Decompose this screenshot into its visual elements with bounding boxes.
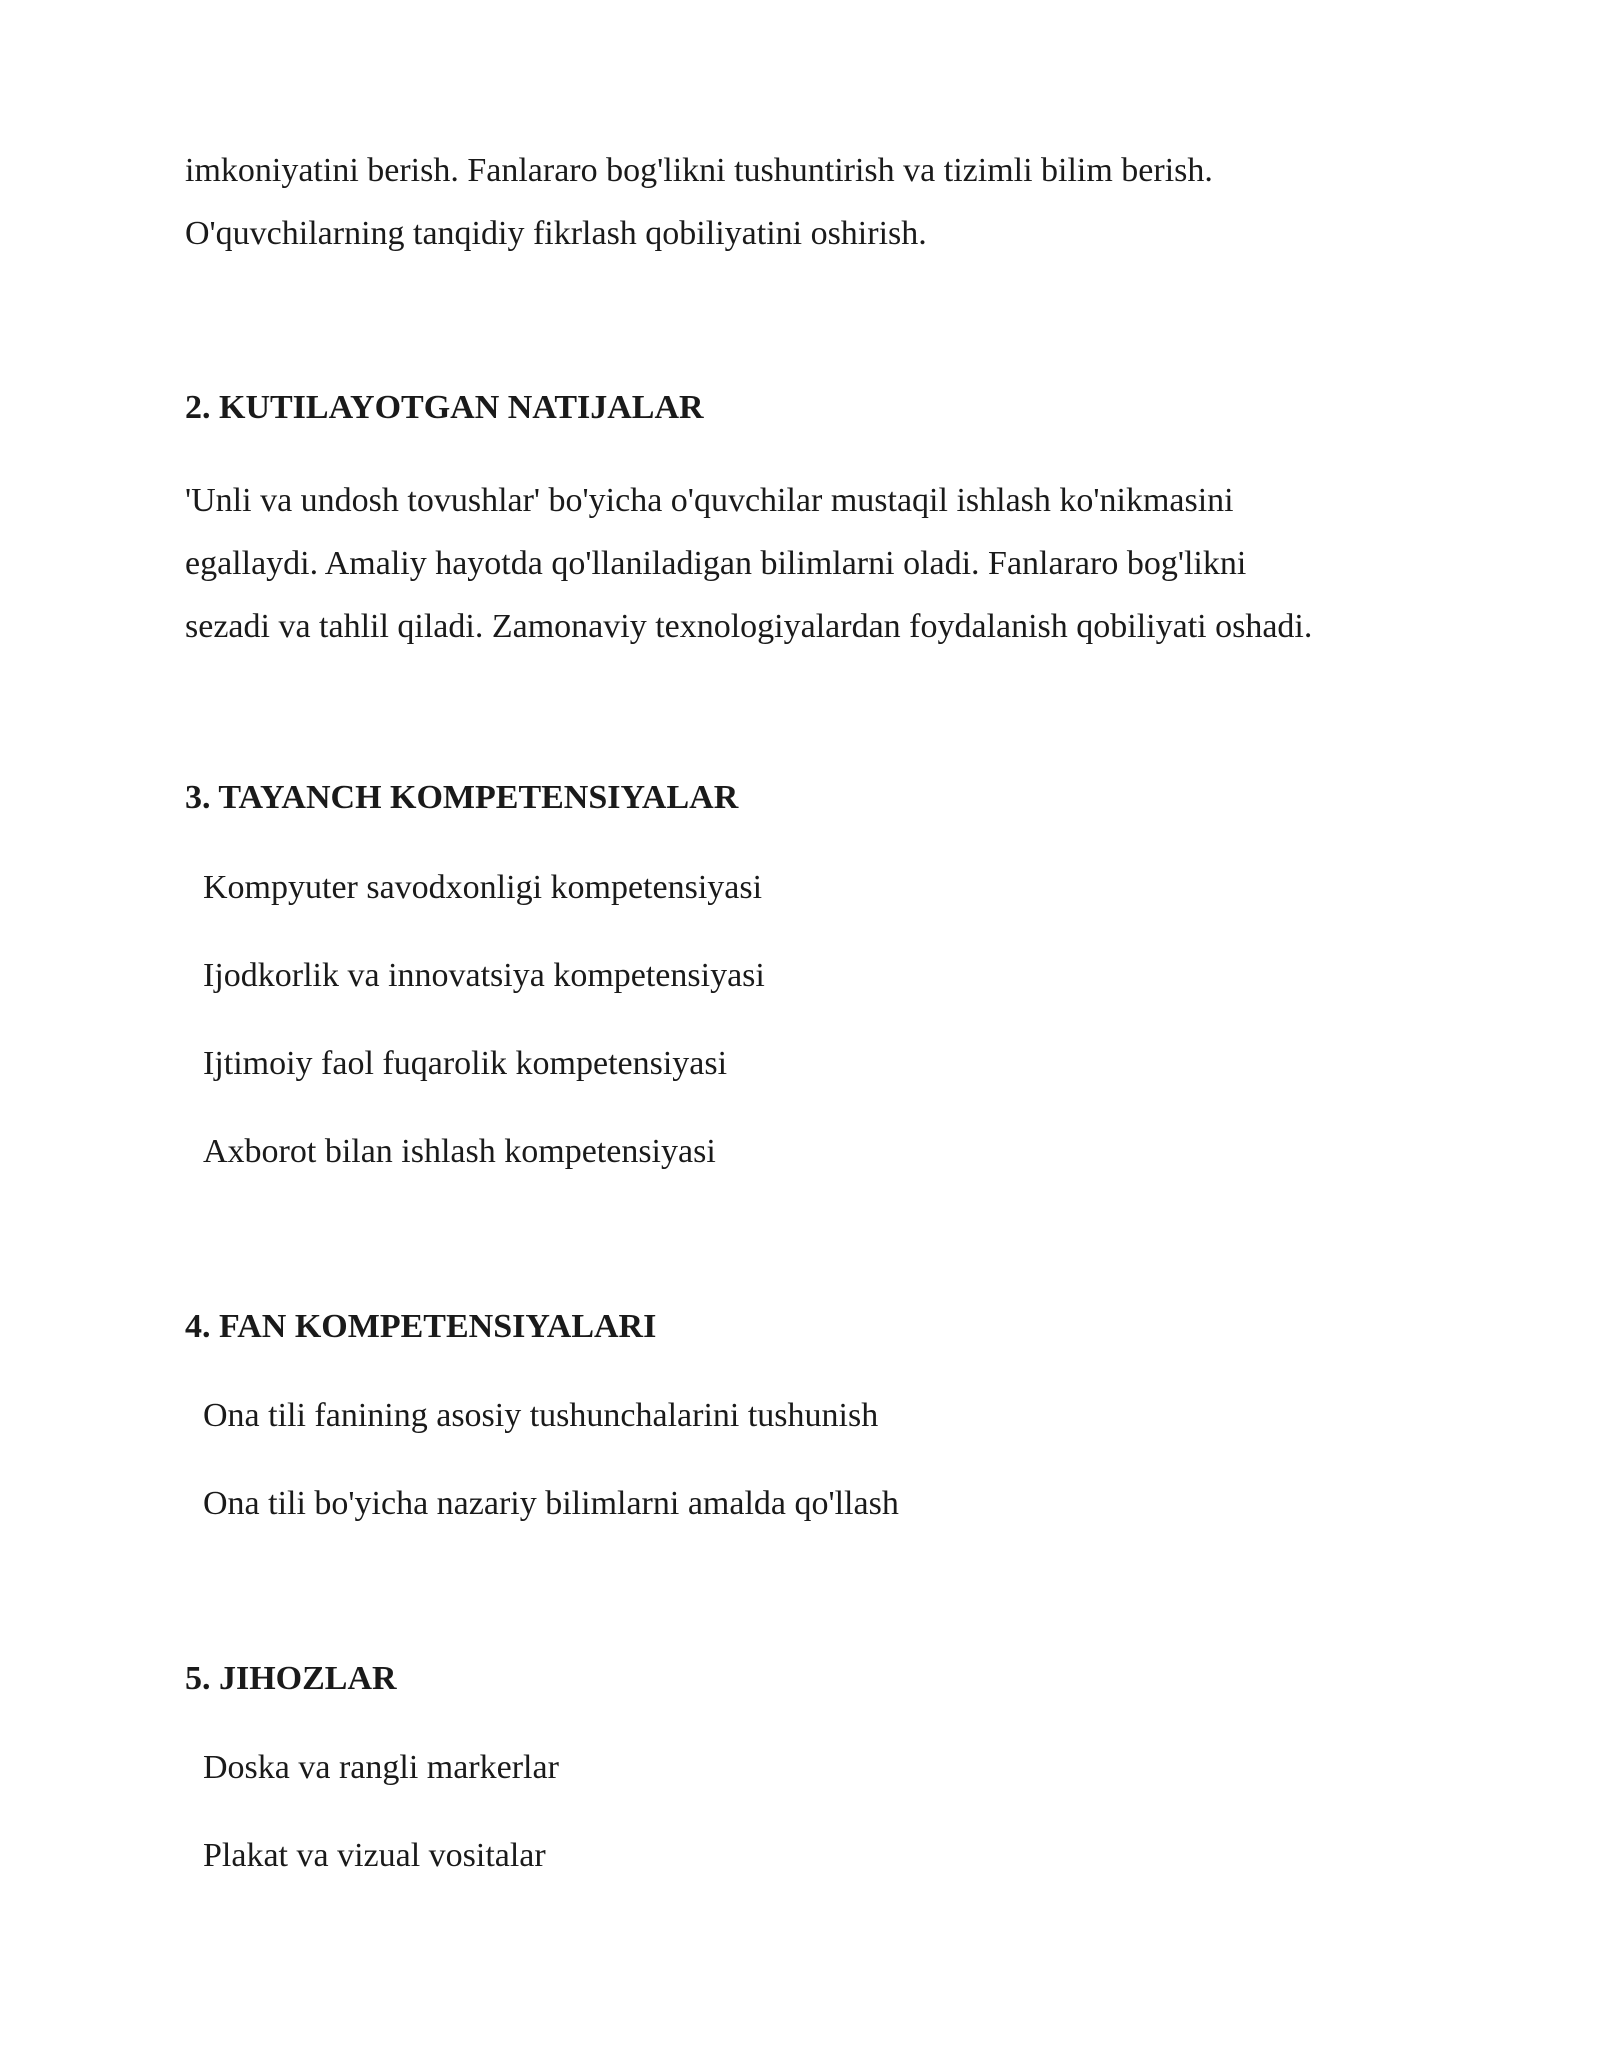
list-item: Kompyuter savodxonligi kompetensiyasi <box>203 869 763 906</box>
list-item: Doska va rangli markerlar <box>203 1749 559 1786</box>
list-item: Ona tili fanining asosiy tushunchalarini tushunish <box>203 1397 879 1434</box>
list-item: Ijtimoiy faol fuqarolik kompetensiyasi <box>203 1045 728 1082</box>
intro-line: O'quvchilarning tanqidiy fikrlash qobiliyatini oshirish. <box>185 215 927 252</box>
results-line: 'Unli va undosh tovushlar' bo'yicha o'quvchilar mustaqil ishlash ko'nikmasini <box>185 482 1234 519</box>
section-heading-core-competencies: 3. TAYANCH KOMPETENSIYALAR <box>185 779 739 816</box>
list-item: Axborot bilan ishlash kompetensiyasi <box>203 1133 716 1170</box>
section-heading-results: 2. KUTILAYOTGAN NATIJALAR <box>185 389 704 426</box>
section-heading-equipment: 5. JIHOZLAR <box>185 1660 397 1697</box>
list-item: Plakat va vizual vositalar <box>203 1837 546 1874</box>
results-line: sezadi va tahlil qiladi. Zamonaviy texnologiyalardan foydalanish qobiliyati oshadi. <box>185 608 1313 645</box>
list-item: Ona tili bo'yicha nazariy bilimlarni amalda qo'llash <box>203 1485 899 1522</box>
list-item: Ijodkorlik va innovatsiya kompetensiyasi <box>203 957 765 994</box>
results-paragraph <box>185 469 1435 658</box>
section-heading-subject-competencies: 4. FAN KOMPETENSIYALARI <box>185 1308 657 1345</box>
intro-line: imkoniyatini berish. Fanlararo bog'likni tushuntirish va tizimli bilim berish. <box>185 152 1213 189</box>
intro-paragraph <box>185 139 1435 265</box>
results-line: egallaydi. Amaliy hayotda qo'llaniladigan bilimlarni oladi. Fanlararo bog'likni <box>185 545 1247 582</box>
